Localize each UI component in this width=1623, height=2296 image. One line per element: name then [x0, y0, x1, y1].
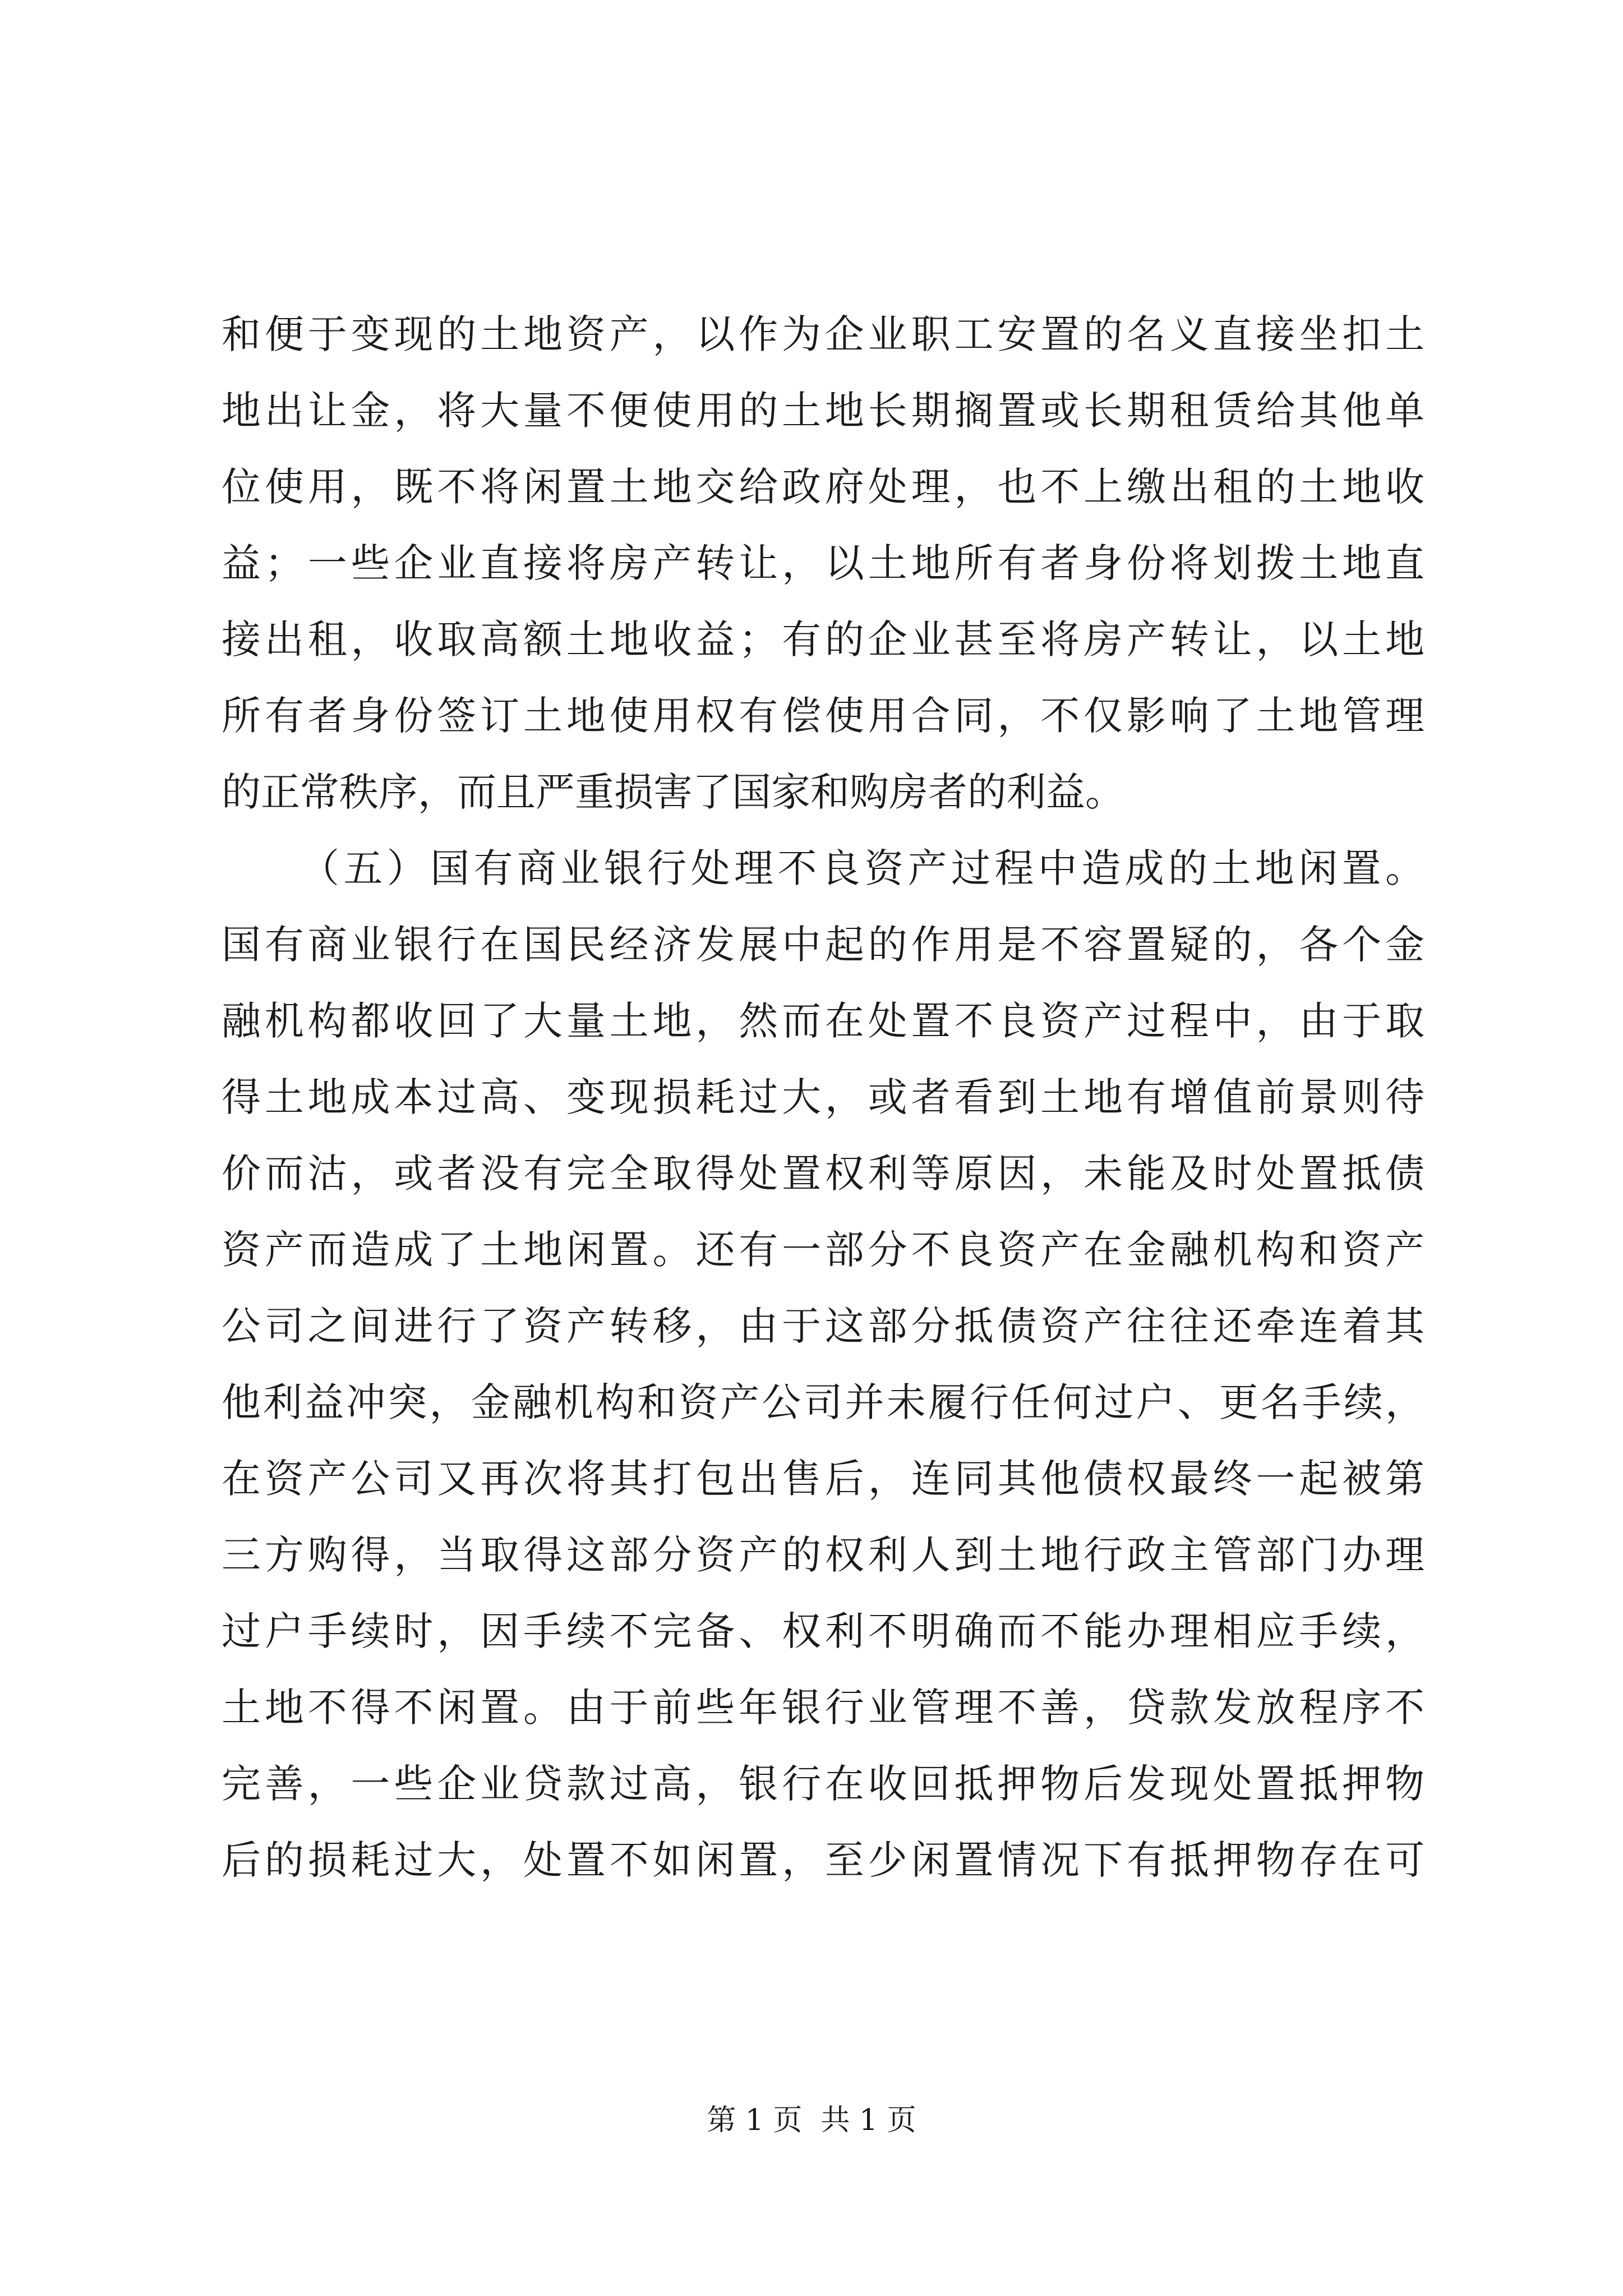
- text-line: 完善，一些企业贷款过高，银行在收回抵押物后发现处置抵押物: [222, 1761, 1424, 1807]
- text-line: 后的损耗过大，处置不如闲置，至少闲置情况下有抵押物存在可: [222, 1837, 1424, 1883]
- text-line: 融机构都收回了大量土地，然而在处置不良资产过程中，由于取: [222, 998, 1424, 1044]
- text-line: 在资产公司又再次将其打包出售后，连同其他债权最终一起被第: [222, 1456, 1424, 1502]
- text-line: 价而沽，或者没有完全取得处置权利等原因，未能及时处置抵债: [222, 1151, 1424, 1197]
- text-line: 的正常秩序，而且严重损害了国家和购房者的利益。: [222, 769, 1124, 815]
- text-line: 公司之间进行了资产转移，由于这部分抵债资产往往还牵连着其: [222, 1303, 1424, 1349]
- section-heading-line: （五）国有商业银行处理不良资产过程中造成的土地闲置。: [300, 845, 1424, 891]
- text-line: 地出让金，将大量不便使用的土地长期搁置或长期租赁给其他单: [222, 388, 1424, 434]
- text-line: 三方购得，当取得这部分资产的权利人到土地行政主管部门办理: [222, 1532, 1424, 1578]
- text-line: 接出租，收取高额土地收益；有的企业甚至将房产转让，以土地: [222, 616, 1424, 662]
- text-line: 土地不得不闲置。由于前些年银行业管理不善，贷款发放程序不: [222, 1685, 1424, 1731]
- text-line: 和便于变现的土地资产，以作为企业职工安置的名义直接坐扣土: [222, 311, 1424, 357]
- body-text: [222, 296, 1424, 1898]
- text-line: 位使用，既不将闲置土地交给政府处理，也不上缴出租的土地收: [222, 464, 1424, 510]
- text-line: 益；一些企业直接将房产转让，以土地所有者身份将划拨土地直: [222, 540, 1424, 586]
- text-line: 过户手续时，因手续不完备、权利不明确而不能办理相应手续，: [222, 1608, 1424, 1654]
- text-line: 国有商业银行在国民经济发展中起的作用是不容置疑的，各个金: [222, 922, 1424, 968]
- text-line: 他利益冲突，金融机构和资产公司并未履行任何过户、更名手续，: [222, 1379, 1424, 1425]
- text-line: 得土地成本过高、变现损耗过大，或者看到土地有增值前景则待: [222, 1074, 1424, 1120]
- text-line: 资产而造成了土地闲置。还有一部分不良资产在金融机构和资产: [222, 1227, 1424, 1273]
- text-line: 所有者身份签订土地使用权有偿使用合同，不仅影响了土地管理: [222, 693, 1424, 739]
- page-number-footer: 第 1 页 共 1 页: [707, 2104, 916, 2137]
